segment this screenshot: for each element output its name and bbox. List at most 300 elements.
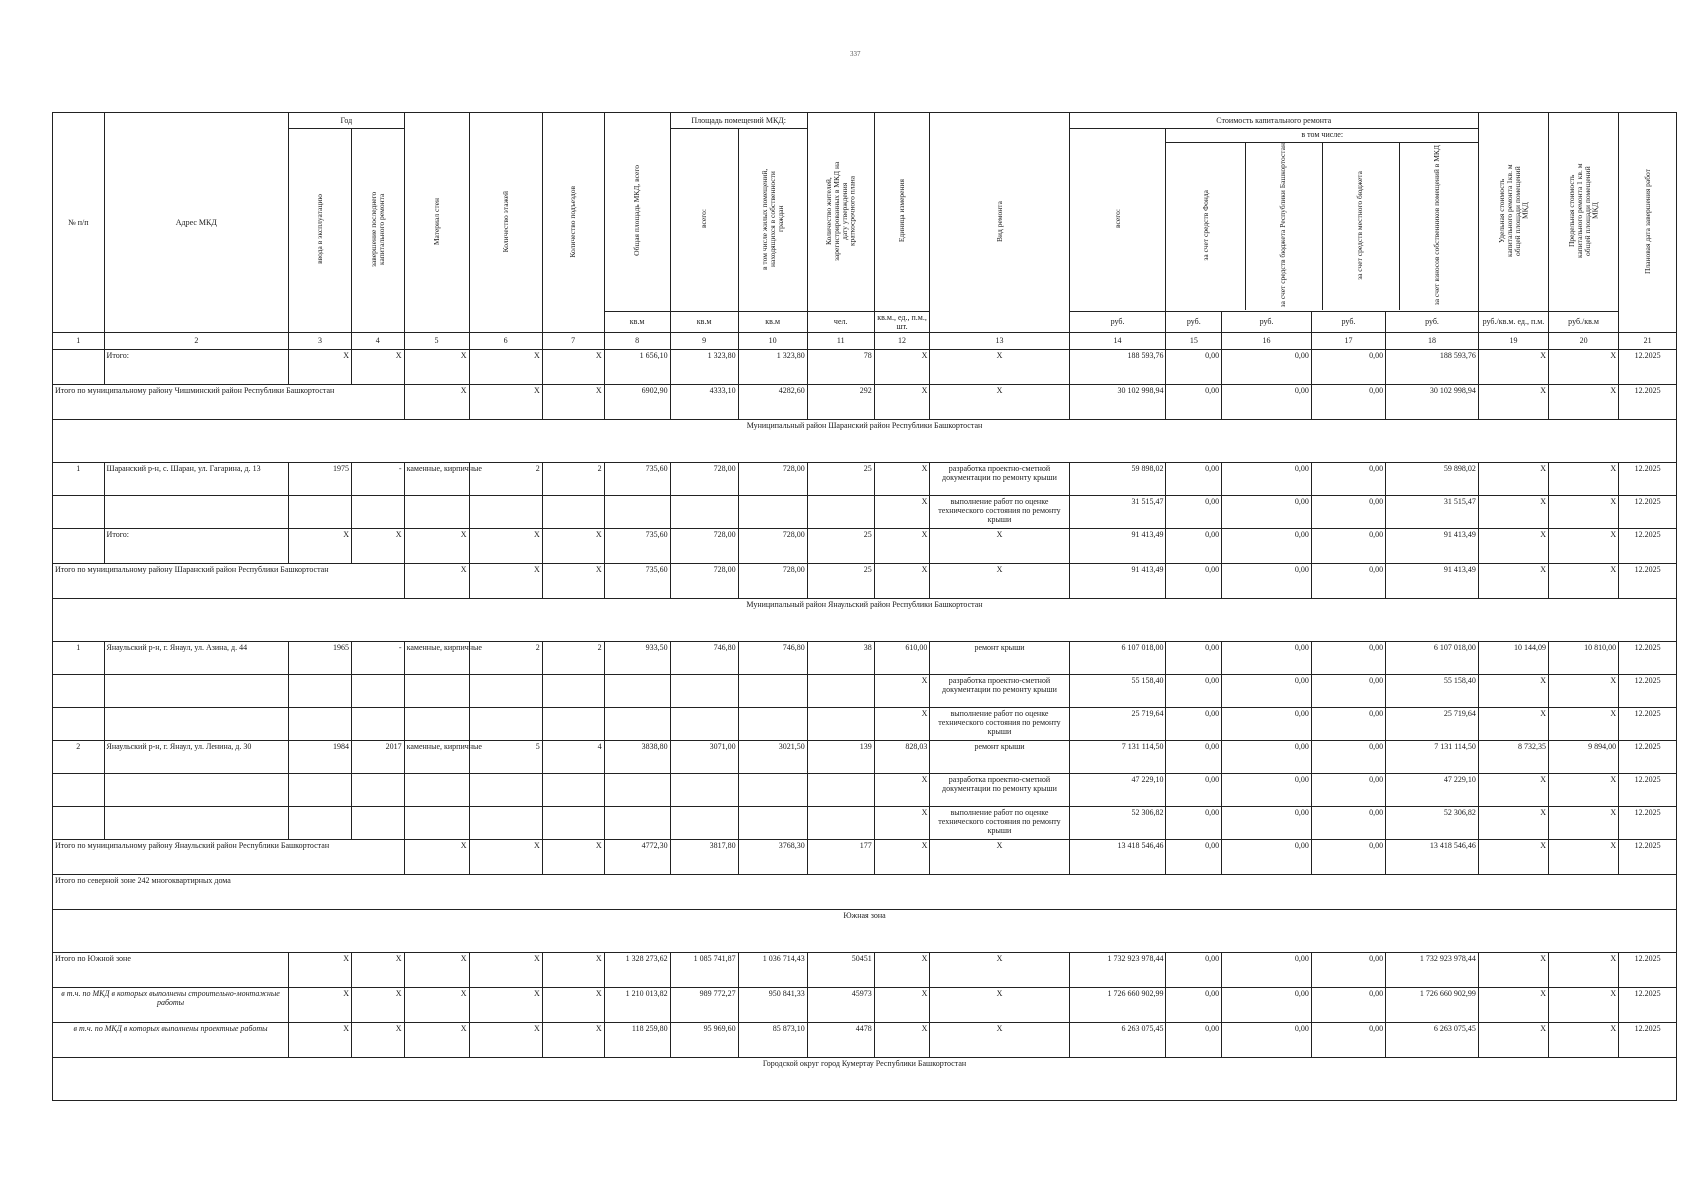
cell-c12: X <box>874 1022 930 1057</box>
unit-cell: кв.м <box>670 311 738 332</box>
cell-planned-date: 12.2025 <box>1619 839 1677 874</box>
capital-repair-table <box>52 112 1677 1101</box>
cell-c10: 85 873,10 <box>738 1022 807 1057</box>
cell-c7: X <box>542 987 604 1022</box>
cell-empty <box>53 806 105 839</box>
cell-c19: X <box>1478 1022 1548 1057</box>
column-number: 17 <box>1311 332 1385 349</box>
cell-c8: 6902,90 <box>604 384 670 419</box>
section-row <box>53 909 1677 952</box>
header-limit-cost: Предельная стоимость капитального ремонта 1 кв. м общей площади помещений МКД <box>1549 113 1619 312</box>
cell-empty <box>104 773 289 806</box>
cell-empty <box>542 773 604 806</box>
cell-empty <box>670 707 738 740</box>
header-entrances: Количество подъездов <box>542 113 604 333</box>
cell-c18: 188 593,76 <box>1386 349 1479 384</box>
cell-c20: X <box>1549 707 1619 740</box>
cell-planned-date: 12.2025 <box>1619 1022 1677 1057</box>
cell-empty <box>104 707 289 740</box>
cell-c17: 0,00 <box>1311 528 1385 563</box>
cell-planned-date: 12.2025 <box>1619 987 1677 1022</box>
cell-c18: 6 263 075,45 <box>1386 1022 1479 1057</box>
cell-empty <box>604 806 670 839</box>
cell-c15: 0,00 <box>1166 495 1222 528</box>
cell-c15: 0,00 <box>1166 987 1222 1022</box>
work-row <box>53 806 1677 839</box>
cell-wall-material: каменные, кирпичные <box>404 641 469 674</box>
cell-c15: 0,00 <box>1166 740 1222 773</box>
cell-c20: 9 894,00 <box>1549 740 1619 773</box>
column-number: 9 <box>670 332 738 349</box>
cell-c19: X <box>1478 495 1548 528</box>
cell-c12: 828,03 <box>874 740 930 773</box>
header-address: Адрес МКД <box>104 113 289 333</box>
cell-empty <box>104 674 289 707</box>
cell-planned-date: 12.2025 <box>1619 707 1677 740</box>
cell-c10: 3021,50 <box>738 740 807 773</box>
cell-c9: 4333,10 <box>670 384 738 419</box>
cell-planned-date: 12.2025 <box>1619 674 1677 707</box>
cell-empty <box>738 773 807 806</box>
column-number: 21 <box>1619 332 1677 349</box>
cell-c16: 0,00 <box>1222 952 1312 987</box>
column-number: 6 <box>469 332 542 349</box>
cell-c17: 0,00 <box>1311 349 1385 384</box>
cell-c18: 13 418 546,46 <box>1386 839 1479 874</box>
cell-c7: 2 <box>542 641 604 674</box>
cell-c20: X <box>1549 952 1619 987</box>
cell-c18: 59 898,02 <box>1386 462 1479 495</box>
column-number: 14 <box>1069 332 1166 349</box>
column-number: 16 <box>1222 332 1312 349</box>
cell-year-commission: 1975 <box>289 462 352 495</box>
cell-empty <box>53 495 105 528</box>
cell-c4: X <box>351 987 404 1022</box>
cell-c17: 0,00 <box>1311 952 1385 987</box>
cell-c16: 0,00 <box>1222 674 1312 707</box>
cell-work-type: разработка проектно-сметной документации по ремонту крыши <box>930 462 1069 495</box>
cell-c14: 52 306,82 <box>1069 806 1166 839</box>
unit-cell: руб. <box>1386 311 1479 332</box>
cell-c17: 0,00 <box>1311 987 1385 1022</box>
cell-c6: X <box>469 987 542 1022</box>
cell-work-type: выполнение работ по оценке технического состояния по ремонту крыши <box>930 806 1069 839</box>
cell-empty <box>404 707 469 740</box>
cell-work-type: X <box>930 839 1069 874</box>
cell-c12: X <box>874 563 930 598</box>
cell-empty <box>104 806 289 839</box>
cell-c5: X <box>404 987 469 1022</box>
cell-c14: 7 131 114,50 <box>1069 740 1166 773</box>
cell-c6: X <box>469 839 542 874</box>
district-total-label: Итого по муниципальному району Шаранский район Республики Башкортостан <box>53 563 405 598</box>
subtotal-label: Итого: <box>104 349 289 384</box>
header-year-commission: ввода в эксплуатацию <box>289 129 352 333</box>
cell-c11: 25 <box>807 528 874 563</box>
incl-subheaders <box>1168 143 1475 310</box>
cell-c18: 91 413,49 <box>1386 528 1479 563</box>
cell-empty <box>738 674 807 707</box>
cell-c17: 0,00 <box>1311 806 1385 839</box>
cell-work-type: X <box>930 1022 1069 1057</box>
cell-c14: 188 593,76 <box>1069 349 1166 384</box>
section-title: Южная зона <box>53 909 1677 952</box>
cell-c3: X <box>289 1022 352 1057</box>
cell-c17: 0,00 <box>1311 707 1385 740</box>
cell-c7: X <box>542 952 604 987</box>
cell-empty <box>604 773 670 806</box>
column-number: 18 <box>1386 332 1479 349</box>
cell-c12: X <box>874 674 930 707</box>
cell-c7: 4 <box>542 740 604 773</box>
cell-c6: X <box>469 528 542 563</box>
cell-c17: 0,00 <box>1311 740 1385 773</box>
cell-c18: 7 131 114,50 <box>1386 740 1479 773</box>
cell-c16: 0,00 <box>1222 384 1312 419</box>
header-wall-material: Материал стен <box>404 113 469 333</box>
cell-c15: 0,00 <box>1166 563 1222 598</box>
cell-work-type: выполнение работ по оценке технического состояния по ремонту крыши <box>930 495 1069 528</box>
cell-work-type: выполнение работ по оценке технического состояния по ремонту крыши <box>930 707 1069 740</box>
cell-c20: X <box>1549 384 1619 419</box>
cell-c16: 0,00 <box>1222 773 1312 806</box>
cell-c5: X <box>404 528 469 563</box>
cell-c14: 13 418 546,46 <box>1069 839 1166 874</box>
column-number: 15 <box>1166 332 1222 349</box>
unit-cell: кв.м., ед., п.м., шт. <box>874 311 930 332</box>
cell-year-commission: 1984 <box>289 740 352 773</box>
cell-empty <box>404 773 469 806</box>
cell-planned-date: 12.2025 <box>1619 495 1677 528</box>
cell-work-type: X <box>930 987 1069 1022</box>
cell-work-type: разработка проектно-сметной документации по ремонту крыши <box>930 674 1069 707</box>
cell-c8: 1 656,10 <box>604 349 670 384</box>
cell-c8: 118 259,80 <box>604 1022 670 1057</box>
cell-c8: 735,60 <box>604 462 670 495</box>
header-year-group: Год <box>289 113 404 129</box>
unit-cell: руб./кв.м <box>1549 311 1619 332</box>
cell-c5: X <box>404 384 469 419</box>
cell-c6: 2 <box>469 462 542 495</box>
cell-c18: 31 515,47 <box>1386 495 1479 528</box>
cell-c7: X <box>542 384 604 419</box>
cell-empty <box>542 674 604 707</box>
cell-c15: 0,00 <box>1166 806 1222 839</box>
unit-cell: чел. <box>807 311 874 332</box>
cell-c16: 0,00 <box>1222 806 1312 839</box>
header-cost-republic: за счет средств бюджета Республики Башкортостан <box>1245 143 1322 310</box>
cell-c15: 0,00 <box>1166 462 1222 495</box>
cell-empty <box>469 495 542 528</box>
cell-c6: 5 <box>469 740 542 773</box>
cell-num: 2 <box>53 740 105 773</box>
cell-c10: 4282,60 <box>738 384 807 419</box>
cell-c5: X <box>404 839 469 874</box>
cell-c20: X <box>1549 1022 1619 1057</box>
cell-c14: 30 102 998,94 <box>1069 384 1166 419</box>
column-number: 12 <box>874 332 930 349</box>
cell-empty <box>670 674 738 707</box>
column-number: 1 <box>53 332 105 349</box>
column-number: 13 <box>930 332 1069 349</box>
section-row <box>53 419 1677 462</box>
cell-c14: 25 719,64 <box>1069 707 1166 740</box>
cell-c9: 989 772,27 <box>670 987 738 1022</box>
table-body <box>53 349 1677 1100</box>
cell-c7: X <box>542 563 604 598</box>
cell-empty <box>670 773 738 806</box>
subtotal-row <box>53 528 1677 563</box>
cell-c7: X <box>542 528 604 563</box>
cell-c16: 0,00 <box>1222 987 1312 1022</box>
cell-c15: 0,00 <box>1166 952 1222 987</box>
cell-c4: X <box>351 1022 404 1057</box>
cell-c16: 0,00 <box>1222 528 1312 563</box>
work-row <box>53 674 1677 707</box>
cell-empty <box>604 707 670 740</box>
cell-work-type: X <box>930 384 1069 419</box>
cell-c6: X <box>469 384 542 419</box>
cell-c10: 746,80 <box>738 641 807 674</box>
cell-c8: 735,60 <box>604 528 670 563</box>
cell-empty <box>289 773 352 806</box>
cell-c19: X <box>1478 674 1548 707</box>
cell-work-type: разработка проектно-сметной документации по ремонту крыши <box>930 773 1069 806</box>
header-cost-fund: за счет средств Фонда <box>1168 143 1245 310</box>
unit-cell: кв.м <box>738 311 807 332</box>
cell-empty <box>469 674 542 707</box>
cell-c12: X <box>874 707 930 740</box>
zone-total-row <box>53 987 1677 1022</box>
unit-cell: руб./кв.м. ед., п.м. <box>1478 311 1548 332</box>
cell-c10: 1 036 714,43 <box>738 952 807 987</box>
cell-c17: 0,00 <box>1311 674 1385 707</box>
incl-label: в том числе: <box>1166 130 1477 143</box>
cell-c17: 0,00 <box>1311 1022 1385 1057</box>
cell-empty <box>351 773 404 806</box>
cell-empty <box>469 773 542 806</box>
district-total-row <box>53 839 1677 874</box>
cell-c20: X <box>1549 462 1619 495</box>
cell-empty <box>53 349 105 384</box>
unit-cell: кв.м <box>604 311 670 332</box>
unit-cell: руб. <box>1069 311 1166 332</box>
cell-c15: 0,00 <box>1166 1022 1222 1057</box>
cell-c19: X <box>1478 952 1548 987</box>
cell-c19: X <box>1478 462 1548 495</box>
cell-c16: 0,00 <box>1222 462 1312 495</box>
subtotal-label: Итого: <box>104 528 289 563</box>
cell-c20: X <box>1549 773 1619 806</box>
cell-c15: 0,00 <box>1166 528 1222 563</box>
cell-c15: 0,00 <box>1166 674 1222 707</box>
cell-c19: X <box>1478 987 1548 1022</box>
cell-empty <box>738 495 807 528</box>
cell-empty <box>542 707 604 740</box>
cell-c18: 47 229,10 <box>1386 773 1479 806</box>
cell-c9: 3817,80 <box>670 839 738 874</box>
cell-empty <box>807 773 874 806</box>
cell-c4: X <box>351 528 404 563</box>
district-total-label: Итого по муниципальному району Чишминский район Республики Башкортостан <box>53 384 405 419</box>
cell-empty <box>289 707 352 740</box>
cell-c17: 0,00 <box>1311 773 1385 806</box>
cell-c8: 735,60 <box>604 563 670 598</box>
cell-c9: 728,00 <box>670 528 738 563</box>
cell-num: 1 <box>53 462 105 495</box>
cell-c8: 1 328 273,62 <box>604 952 670 987</box>
cell-c10: 728,00 <box>738 563 807 598</box>
cell-c20: X <box>1549 839 1619 874</box>
cell-wall-material: каменные, кирпичные <box>404 462 469 495</box>
cell-c12: X <box>874 495 930 528</box>
cell-c18: 6 107 018,00 <box>1386 641 1479 674</box>
cell-c19: 8 732,35 <box>1478 740 1548 773</box>
cell-c16: 0,00 <box>1222 740 1312 773</box>
header-cost-owners: за счет взносов собственников помещений в МКД <box>1432 145 1442 306</box>
header-area-owned: в том числе жилых помещений, находящихся в собственности граждан <box>738 129 807 312</box>
cell-c17: 0,00 <box>1311 641 1385 674</box>
cell-c14: 91 413,49 <box>1069 528 1166 563</box>
cell-c7: X <box>542 349 604 384</box>
cell-c20: 10 810,00 <box>1549 641 1619 674</box>
work-row <box>53 773 1677 806</box>
page-number: 337 <box>850 50 861 58</box>
cell-c6: X <box>469 1022 542 1057</box>
cell-c14: 1 726 660 902,99 <box>1069 987 1166 1022</box>
header-unit-measure: Единица измерения <box>874 113 930 312</box>
cell-c16: 0,00 <box>1222 707 1312 740</box>
cell-c20: X <box>1549 674 1619 707</box>
cell-c3: X <box>289 952 352 987</box>
cell-planned-date: 12.2025 <box>1619 528 1677 563</box>
cell-planned-date: 12.2025 <box>1619 384 1677 419</box>
cell-c14: 47 229,10 <box>1069 773 1166 806</box>
cell-empty <box>289 806 352 839</box>
cell-year-repair: - <box>351 641 404 674</box>
column-number: 4 <box>351 332 404 349</box>
cell-year-repair: - <box>351 462 404 495</box>
cell-empty <box>807 674 874 707</box>
cell-c5: X <box>404 349 469 384</box>
column-number: 2 <box>104 332 289 349</box>
column-number: 20 <box>1549 332 1619 349</box>
district-total-row <box>53 563 1677 598</box>
cell-c5: X <box>404 952 469 987</box>
column-number: 5 <box>404 332 469 349</box>
cell-work-type: X <box>930 349 1069 384</box>
cell-c11: 25 <box>807 563 874 598</box>
cell-c10: 950 841,33 <box>738 987 807 1022</box>
column-number: 8 <box>604 332 670 349</box>
cell-c15: 0,00 <box>1166 384 1222 419</box>
cell-c4: X <box>351 349 404 384</box>
cell-c17: 0,00 <box>1311 839 1385 874</box>
cell-c3: X <box>289 987 352 1022</box>
cell-c18: 25 719,64 <box>1386 707 1479 740</box>
cell-c20: X <box>1549 563 1619 598</box>
note-row <box>53 874 1677 909</box>
district-total-row <box>53 384 1677 419</box>
cell-c15: 0,00 <box>1166 349 1222 384</box>
cell-c14: 1 732 923 978,44 <box>1069 952 1166 987</box>
cell-empty <box>53 674 105 707</box>
cell-c16: 0,00 <box>1222 563 1312 598</box>
cell-c11: 78 <box>807 349 874 384</box>
cell-c19: X <box>1478 773 1548 806</box>
cell-c10: 1 323,80 <box>738 349 807 384</box>
note-label: Итого по северной зоне 242 многоквартирных дома <box>53 874 1677 909</box>
cell-c20: X <box>1549 806 1619 839</box>
house-row <box>53 462 1677 495</box>
cell-c19: X <box>1478 528 1548 563</box>
cell-c19: X <box>1478 806 1548 839</box>
cell-c6: X <box>469 563 542 598</box>
cell-c12: X <box>874 462 930 495</box>
cell-work-type: ремонт крыши <box>930 740 1069 773</box>
cell-c15: 0,00 <box>1166 839 1222 874</box>
cell-empty <box>404 495 469 528</box>
cell-work-type: X <box>930 952 1069 987</box>
cell-empty <box>738 707 807 740</box>
cell-c17: 0,00 <box>1311 462 1385 495</box>
section-title: Муниципальный район Янаульский район Республики Башкортостан <box>53 598 1677 641</box>
cell-c8: 933,50 <box>604 641 670 674</box>
unit-cell: руб. <box>1166 311 1222 332</box>
cell-c10: 728,00 <box>738 462 807 495</box>
cell-c5: X <box>404 1022 469 1057</box>
cell-c11: 25 <box>807 462 874 495</box>
header-planned-date: Плановая дата завершения работ <box>1619 113 1677 333</box>
cell-c6: X <box>469 349 542 384</box>
cell-c20: X <box>1549 349 1619 384</box>
zone-total-label: Итого по Южной зоне <box>53 952 289 987</box>
cell-num: 1 <box>53 641 105 674</box>
cell-c7: X <box>542 839 604 874</box>
column-number: 3 <box>289 332 352 349</box>
zone-total-label: в т.ч. по МКД в которых выполнены проектные работы <box>53 1022 289 1057</box>
cell-work-type: X <box>930 528 1069 563</box>
cell-c16: 0,00 <box>1222 349 1312 384</box>
cell-c12: X <box>874 349 930 384</box>
header-area-group: Площадь помещений МКД: <box>670 113 807 129</box>
cell-address: Янаульский р-н, г. Янаул, ул. Ленина, д. 30 <box>104 740 289 773</box>
cell-c12: X <box>874 384 930 419</box>
cell-c12: X <box>874 839 930 874</box>
header-year-last-repair: завершение последнего капитального ремонта <box>351 129 404 333</box>
cell-c20: X <box>1549 528 1619 563</box>
cell-c20: X <box>1549 987 1619 1022</box>
cell-c18: 30 102 998,94 <box>1386 384 1479 419</box>
cell-c16: 0,00 <box>1222 839 1312 874</box>
cell-c18: 52 306,82 <box>1386 806 1479 839</box>
cell-empty <box>53 528 105 563</box>
cell-work-type: ремонт крыши <box>930 641 1069 674</box>
cell-empty <box>807 707 874 740</box>
cell-c20: X <box>1549 495 1619 528</box>
cell-address: Шаранский р-н, с. Шаран, ул. Гагарина, д. 13 <box>104 462 289 495</box>
cell-c11: 38 <box>807 641 874 674</box>
cell-c11: 292 <box>807 384 874 419</box>
zone-total-row <box>53 952 1677 987</box>
section-title: Городской округ город Кумертау Республики Башкортостан <box>53 1057 1677 1100</box>
cell-year-repair: 2017 <box>351 740 404 773</box>
cell-c15: 0,00 <box>1166 641 1222 674</box>
cell-c19: 10 144,09 <box>1478 641 1548 674</box>
cell-empty <box>604 495 670 528</box>
cell-c10: 728,00 <box>738 528 807 563</box>
cell-c7: 2 <box>542 462 604 495</box>
